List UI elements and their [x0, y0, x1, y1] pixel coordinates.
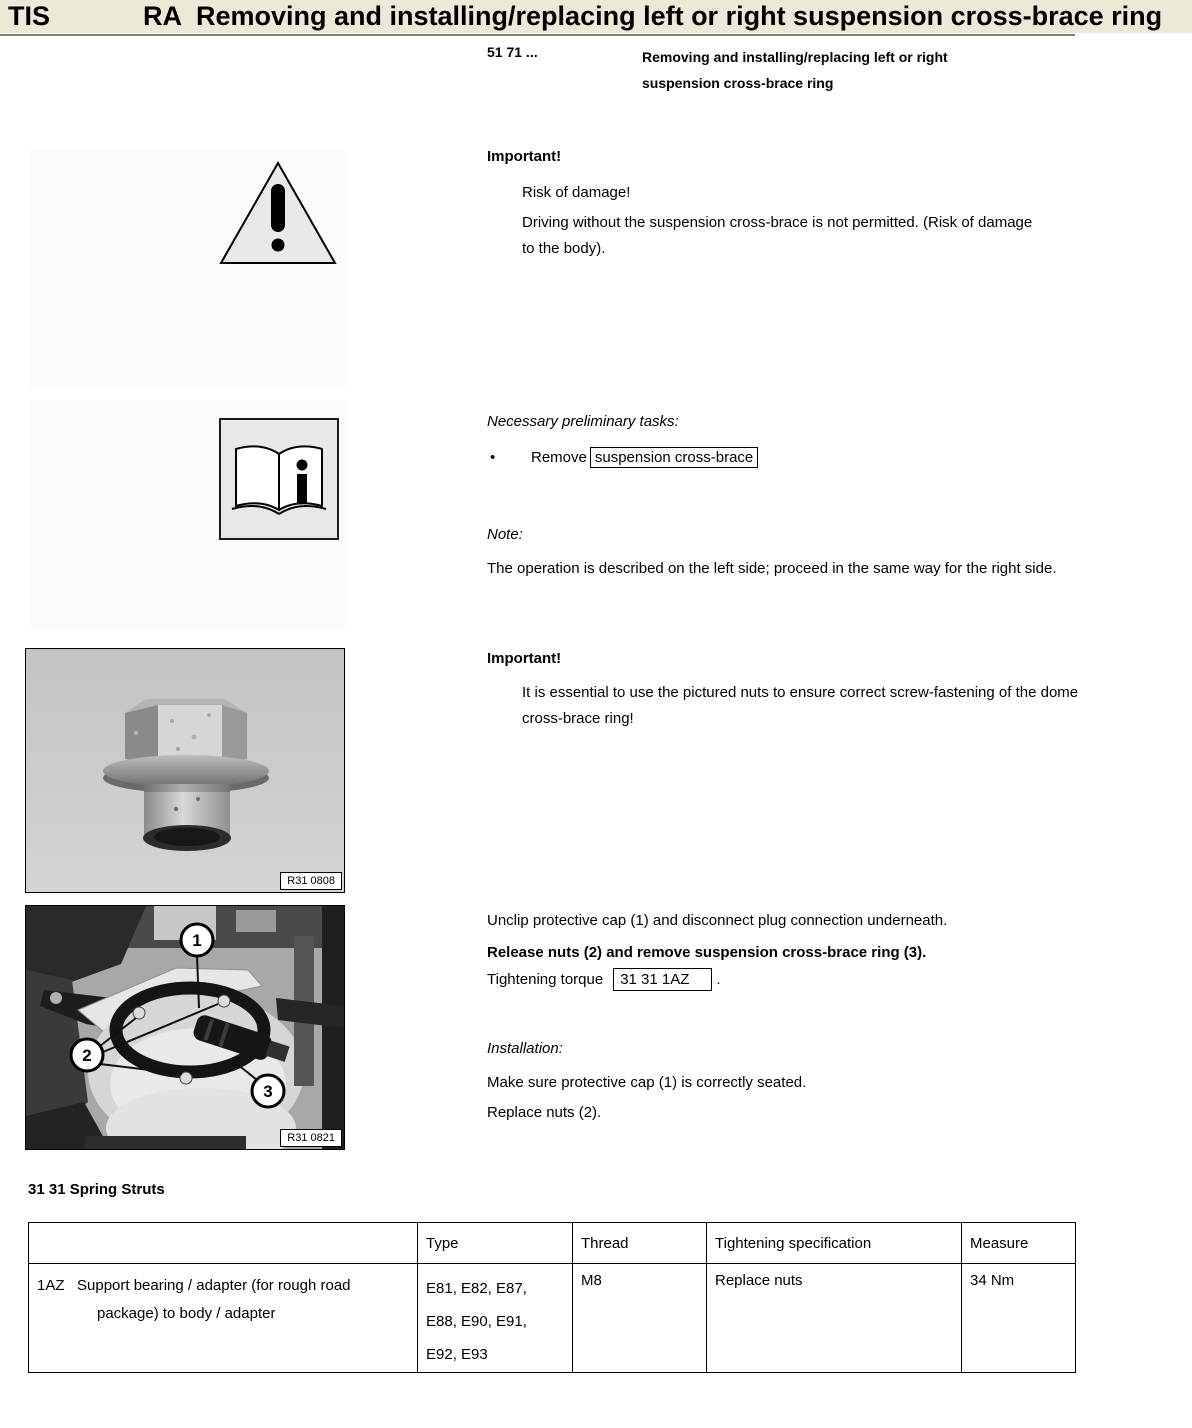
cell-tightening-spec: Replace nuts: [707, 1264, 962, 1373]
cell-description: [29, 1264, 418, 1373]
repair-code: 51 71 ...: [487, 44, 538, 60]
removal-step-2: Release nuts (2) and remove suspension cross-brace ring (3).: [487, 944, 927, 961]
col-header-description: [29, 1223, 418, 1264]
note-heading: Note:: [487, 526, 523, 543]
app-brand: TIS: [8, 1, 51, 31]
torque-table-row: [29, 1264, 1076, 1373]
installation-step-2: Replace nuts (2).: [487, 1104, 602, 1121]
installation-heading: Installation:: [487, 1040, 563, 1057]
col-header-type: Type: [418, 1223, 573, 1264]
damage-warning-heading: Important!: [487, 148, 562, 165]
damage-warning-lead: Risk of damage!: [522, 184, 631, 201]
warning-triangle-icon: [216, 158, 340, 273]
fastener-description: [77, 1272, 351, 1328]
col-header-measure: Measure: [962, 1223, 1076, 1264]
col-header-tightening-spec: Tightening specification: [707, 1223, 962, 1264]
cell-measure: 34 Nm: [962, 1264, 1076, 1373]
nut-photo: [25, 648, 345, 893]
damage-warning-body: Driving without the suspension cross-brace is not permitted. (Risk of damage to the body).: [522, 214, 1033, 257]
removal-step-1: Unclip protective cap (1) and disconnect plug connection underneath.: [487, 912, 948, 929]
callout-2: [71, 1039, 103, 1071]
description-line-2: package) to body / adapter: [97, 1305, 276, 1322]
svg-text:2: 2: [82, 1046, 92, 1065]
spring-struts-heading: 31 31 Spring Struts: [28, 1181, 165, 1198]
callout-3: [252, 1075, 284, 1107]
tightening-torque-row: [487, 968, 721, 991]
suspension-cross-brace-link[interactable]: suspension cross-brace: [590, 447, 758, 468]
type-line-3: E92, E93: [426, 1346, 488, 1363]
engine-bay-photo: [25, 905, 345, 1150]
fastener-code: 1AZ: [37, 1277, 65, 1294]
nut-warning-body: It is essential to use the pictured nuts to ensure correct screw-fastening of the dome cross-brace ring!: [522, 684, 1079, 727]
callout-1: [181, 924, 213, 956]
cell-type: [418, 1264, 573, 1373]
preliminary-heading: Necessary preliminary tasks:: [487, 413, 679, 430]
torque-label: Tightening torque: [487, 971, 604, 988]
svg-text:1: 1: [192, 931, 202, 950]
torque-link[interactable]: 31 31 1AZ: [613, 968, 712, 991]
svg-text:3: 3: [263, 1082, 273, 1101]
bullet-icon: •: [490, 449, 496, 466]
cell-thread: M8: [573, 1264, 707, 1373]
note-body: The operation is described on the left side; proceed in the same way for the right side.: [487, 560, 1057, 577]
col-header-thread: Thread: [573, 1223, 707, 1264]
repair-title: Removing and installing/replacing left or right suspension cross-brace ring: [642, 49, 948, 91]
header-divider: [0, 34, 1075, 36]
torque-suffix: .: [716, 971, 721, 988]
nut-warning-heading: Important!: [487, 650, 562, 667]
type-line-1: E81, E82, E87,: [426, 1280, 527, 1297]
description-line-1: Support bearing / adapter (for rough road: [77, 1277, 351, 1294]
torque-table-header-row: [29, 1223, 1076, 1264]
preliminary-step-text: Remove: [531, 449, 587, 466]
torque-table: [28, 1222, 1076, 1373]
type-line-2: E88, E90, E91,: [426, 1313, 527, 1330]
preliminary-step: [490, 447, 758, 468]
page-title: RA Removing and installing/replacing left or right suspension cross-brace ring: [143, 1, 1163, 31]
manual-book-info-icon: [219, 418, 339, 545]
nut-photo-caption: R31 0808: [280, 872, 342, 890]
engine-photo-caption: R31 0821: [280, 1129, 342, 1147]
installation-step-1: Make sure protective cap (1) is correctly seated.: [487, 1074, 807, 1091]
